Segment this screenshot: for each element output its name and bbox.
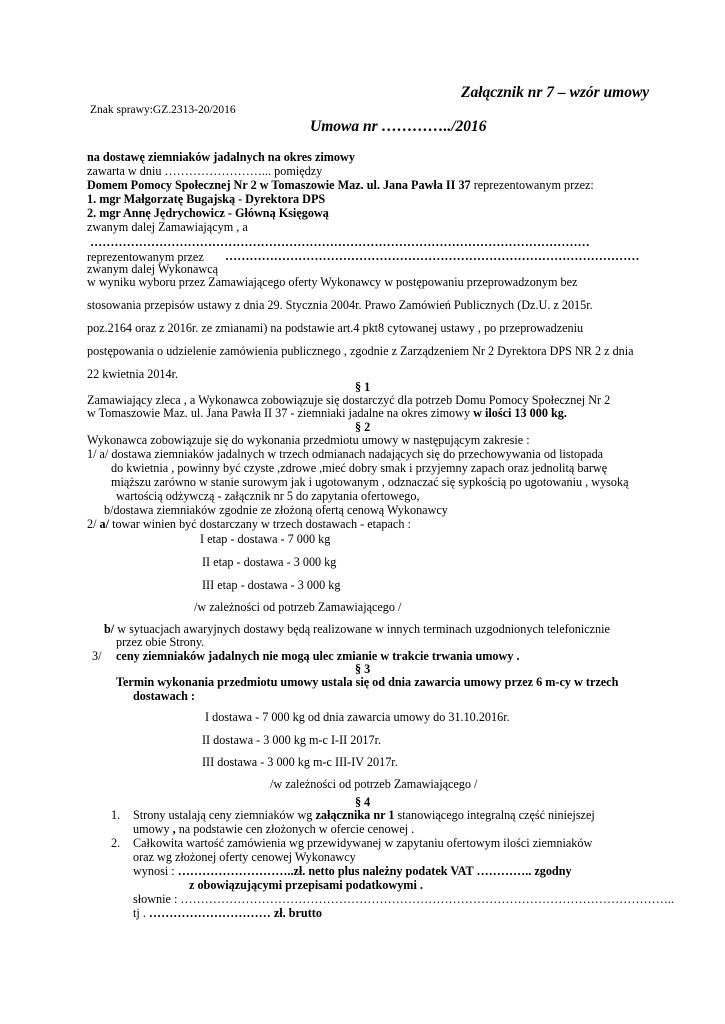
s1-line-1: Zamawiający zleca , a Wykonawca zobowiązuje się dostarczyć dla potrzeb Domu Pomocy Społecznej Nr 2	[87, 393, 611, 407]
delivery-2: II dostawa - 3 000 kg m-c I-II 2017r.	[202, 733, 382, 747]
section-4-heading: § 4	[355, 795, 371, 809]
called-orderer: zwanym dalej Zamawiającym , a	[87, 220, 248, 234]
basis-line-5: 22 kwietnia 2014r.	[87, 367, 179, 381]
section-3-heading: § 3	[355, 662, 371, 676]
s4-1-text-d: na podstawie cen złożonych w ofercie cenowej .	[175, 822, 415, 836]
basis-line-1: w wyniku wyboru przez Zamawiającego oferty Wykonawcy w postępowaniu przeprowadzonym bez	[87, 275, 578, 289]
s4-1-line-2	[133, 822, 414, 836]
s3-term-line-1: Termin wykonania przedmiotu umowy ustala się od dnia zawarcia umowy przez 6 m-cy w trzech	[116, 675, 619, 689]
s3-depends-note: /w zależności od potrzeb Zamawiającego /	[270, 777, 478, 791]
annex-label: Załącznik nr 7 – wzór umowy	[461, 84, 650, 101]
s2-a-line-3: miąższu zarówno w stanie surowym jak i ugotowanym , odznaczać się sypkością po ugotowaniu , wysoką	[111, 475, 629, 489]
s2-depends-note: /w zależności od potrzeb Zamawiającego /	[194, 600, 402, 614]
s2-2a-line	[87, 517, 411, 531]
s2-3-text: ceny ziemniaków jadalnych nie mogą ulec zmianie w trakcie trwania umowy .	[116, 649, 520, 663]
s4-1-number: 1.	[111, 808, 121, 822]
s4-2-line-2: oraz wg złożonej oferty cenowej Wykonawcy	[133, 850, 356, 864]
basis-line-4: postępowania o udzielenie zamówienia publicznego , zgodnie z Zarządzeniem Nr 2 Dyrektora DPS NR 2 z dnia	[87, 344, 634, 358]
s4-1-text-c: umowy	[133, 822, 173, 836]
s4-gross-label: tj .	[133, 906, 149, 920]
s2-2b-text: w sytuacjach awaryjnych dostawy będą realizowane w innych terminach uzgodnionych telefonicznie	[114, 622, 610, 636]
party-orderer-name: Domem Pomocy Społecznej Nr 2 w Tomaszowie Maz. ul. Jana Pawła II 37	[87, 178, 471, 192]
delivery-3: III dostawa - 3 000 kg m-c III-IV 2017r.	[202, 755, 398, 769]
stage-1: I etap - dostawa - 7 000 kg	[200, 532, 331, 546]
contract-title: Umowa nr …………../2016	[310, 118, 487, 135]
s4-2-tax-line: z obowiązującymi przepisami podatkowymi .	[189, 878, 423, 892]
s4-2-number: 2.	[111, 836, 121, 850]
s4-2-line-3	[133, 864, 572, 878]
called-contractor: zwanym dalej Wykonawcą	[87, 262, 219, 276]
represented-label: reprezentowanym przez	[87, 250, 204, 264]
s1-line-2-text: w Tomaszowie Maz. ul. Jana Pawła II 37 - ziemniaki jadalne na okres zimowy	[87, 406, 474, 420]
s2-2-number: 2/	[87, 517, 100, 531]
basis-line-2: stosowania przepisów ustawy z dnia 29. Stycznia 2004r. Prawo Zamówień Publicznych (Dz.U. z 2015r.	[87, 298, 593, 312]
s2-2b-line-2: przez obie Strony.	[116, 635, 205, 649]
s4-1-annex-ref: załącznika nr 1	[315, 808, 395, 822]
s4-1-text-b: stanowiącego integralną część niniejszej	[394, 808, 595, 822]
s2-3-number: 3/	[92, 649, 102, 663]
s2-2b-marker: b/	[104, 622, 115, 636]
case-number: Znak sprawy:GZ.2313-20/2016	[90, 104, 236, 116]
basis-line-3: poz.2164 oraz z 2016r. ze zmianami) na podstawie art.4 pkt8 cytowanej ustawy , po przeprowadzeniu	[87, 321, 584, 335]
s4-amount-in-words: słownie : …………………………………………………………………………………………………………..	[133, 892, 674, 906]
s4-gross-amount: ………………………… zł. brutto	[148, 906, 322, 920]
section-2-heading: § 2	[355, 420, 371, 434]
s4-1-comma: ,	[172, 822, 176, 836]
s2-2a-marker: a/	[99, 517, 110, 531]
s4-2-net-amount: ………………………..zł. netto plus należny podatek VAT ………….. zgodny	[177, 864, 572, 878]
delivery-1: I dostawa - 7 000 kg od dnia zawarcia umowy do 31.10.2016r.	[205, 710, 510, 724]
s2-intro: Wykonawca zobowiązuje się do wykonania przedmiotu umowy w następującym zakresie :	[87, 433, 530, 447]
section-1-heading: § 1	[355, 380, 371, 394]
represented-blank: …………………………………………………………………………………………	[225, 249, 640, 263]
s4-gross-line	[133, 906, 322, 920]
s4-1-line-1	[133, 808, 595, 822]
contract-subject: na dostawę ziemniaków jadalnych na okres zimowy	[87, 150, 355, 164]
s4-2-amount-label: wynosi :	[133, 864, 178, 878]
s2-a-line-2: do kwietnia , powinny być czyste ,zdrowe ,mieć dobry smak i przyjemny zapach oraz jednolitą barwę	[111, 461, 608, 475]
s3-term-line-2: dostawach :	[133, 689, 195, 703]
representative-1: 1. mgr Małgorzatę Bugajską - Dyrektora DPS	[87, 192, 326, 206]
s4-1-text-a: Strony ustalają ceny ziemniaków wg	[133, 808, 316, 822]
s2-b-line: b/dostawa ziemniaków zgodnie ze złożoną ofertą cenową Wykonawcy	[104, 503, 448, 517]
s2-2a-text: towar winien być dostarczany w trzech dostawach - etapach :	[109, 517, 411, 531]
s2-2b-line	[104, 622, 610, 636]
s2-a-line-1: 1/ a/ dostawa ziemniaków jadalnych w trzech odmianach nadających się do przechowywania od listopada	[87, 447, 604, 461]
s1-quantity: w ilości 13 000 kg.	[473, 406, 567, 420]
representative-2: 2. mgr Annę Jędrychowicz - Główną Księgową	[87, 206, 329, 220]
stage-2: II etap - dostawa - 3 000 kg	[202, 555, 337, 569]
party-orderer-represented: reprezentowanym przez:	[470, 178, 594, 192]
party-orderer-line	[87, 178, 594, 192]
stage-3: III etap - dostawa - 3 000 kg	[202, 578, 341, 592]
concluded-date-line: zawarta w dniu ……………………... pomiędzy	[87, 164, 323, 178]
contractor-blank: ……………………………………………………………………………………………………………	[90, 235, 590, 249]
s4-2-line-1: Całkowita wartość zamówienia wg przewidywanej w zapytaniu ofertowym ilości ziemniaków	[133, 836, 593, 850]
s2-a-line-4: wartością odżywczą - załącznik nr 5 do zapytania ofertowego,	[116, 489, 420, 503]
s1-line-2	[87, 406, 567, 420]
